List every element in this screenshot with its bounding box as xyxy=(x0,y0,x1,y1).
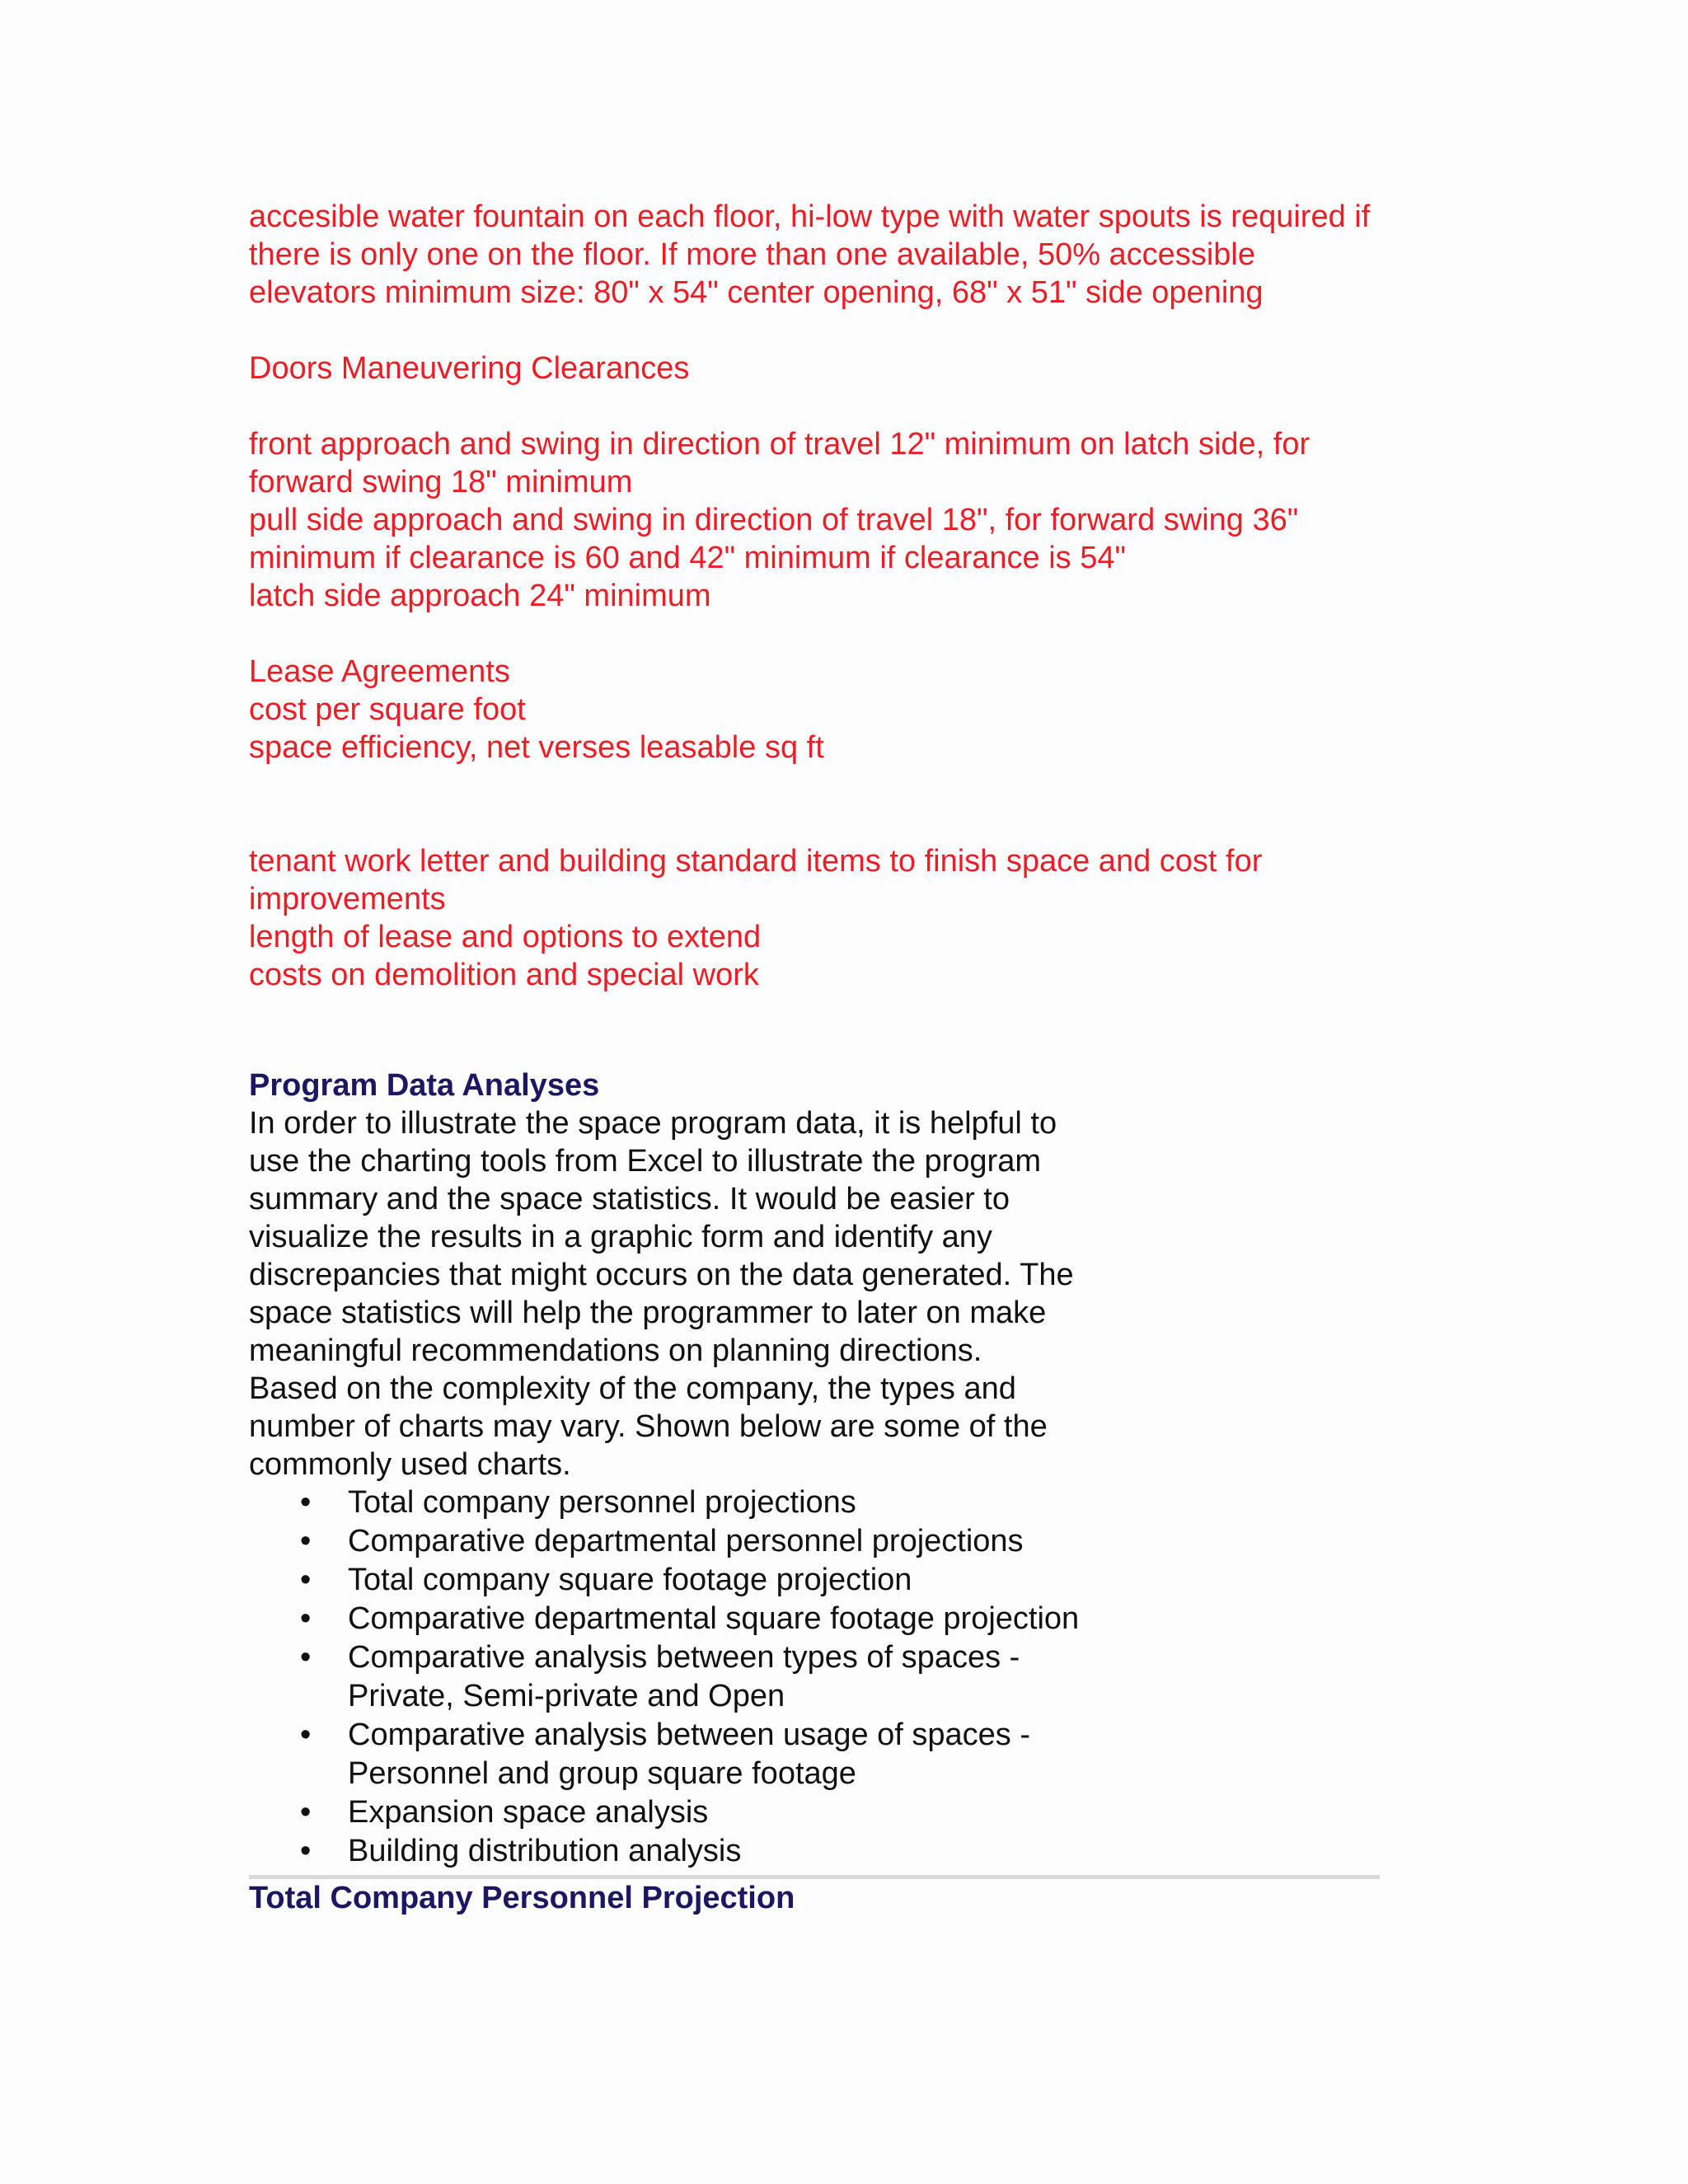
list-item xyxy=(249,1600,1172,1638)
chart-types-list xyxy=(249,1483,1469,1871)
list-item-text: Total company square footage projection xyxy=(348,1563,912,1597)
text-line: commonly used charts. xyxy=(249,1447,571,1482)
text-line: Based on the complexity of the company, the types and xyxy=(249,1371,1016,1406)
lease-notes xyxy=(249,653,1469,766)
bullet-icon: • xyxy=(300,1834,312,1868)
text-line: accesible water fountain on each floor, hi-low type with water spouts is required if xyxy=(249,199,1371,234)
text-line: space statistics will help the programmer to later on make xyxy=(249,1296,1047,1330)
list-item xyxy=(249,1832,1172,1871)
list-item xyxy=(249,1793,1172,1832)
bullet-icon: • xyxy=(300,1795,312,1830)
text-line: use the charting tools from Excel to illustrate the program xyxy=(249,1144,1042,1179)
text-line: pull side approach and swing in direction of travel 18", for forward swing 36" xyxy=(249,503,1299,537)
list-item xyxy=(249,1483,1172,1522)
text-line: discrepancies that might occurs on the data generated. The xyxy=(249,1258,1074,1292)
list-item-text: Expansion space analysis xyxy=(348,1795,709,1830)
text-line: there is only one on the floor. If more than one available, 50% accessible xyxy=(249,237,1255,272)
text-line: In order to illustrate the space program data, it is helpful to xyxy=(249,1106,1057,1141)
list-item-text: Comparative departmental personnel projections xyxy=(348,1524,1024,1558)
accessibility-notes xyxy=(249,198,1469,312)
list-item-text: Building distribution analysis xyxy=(348,1834,742,1868)
text-line: minimum if clearance is 60 and 42" minimum if clearance is 54" xyxy=(249,541,1126,575)
text-line: improvements xyxy=(249,882,446,916)
lease-notes-continued xyxy=(249,842,1469,994)
text-line: elevators minimum size: 80" x 54" center opening, 68" x 51" side opening xyxy=(249,275,1264,310)
text-line: summary and the space statistics. It would be easier to xyxy=(249,1182,1010,1216)
bullet-icon: • xyxy=(300,1640,312,1675)
text-line: latch side approach 24" minimum xyxy=(249,579,711,613)
text-line: tenant work letter and building standard items to finish space and cost for xyxy=(249,844,1263,879)
list-item-text: Comparative departmental square footage projection xyxy=(348,1601,1080,1636)
program-paragraph xyxy=(249,1104,1469,1483)
list-item xyxy=(249,1638,1073,1716)
text-line: costs on demolition and special work xyxy=(249,958,759,992)
doors-title: Doors Maneuvering Clearances xyxy=(249,351,690,386)
list-item xyxy=(249,1716,1090,1793)
text-line: cost per square foot xyxy=(249,692,526,727)
bullet-icon: • xyxy=(300,1718,312,1752)
list-item xyxy=(249,1561,1172,1600)
list-item xyxy=(249,1522,1172,1561)
text-line: meaningful recommendations on planning directions. xyxy=(249,1333,982,1368)
list-item-text: Total company personnel projections xyxy=(348,1485,856,1520)
section-heading-program-data-analyses: Program Data Analyses xyxy=(249,1068,600,1103)
doors-notes xyxy=(249,425,1469,615)
bullet-icon: • xyxy=(300,1524,312,1558)
bullet-icon: • xyxy=(300,1563,312,1597)
text-line: forward swing 18" minimum xyxy=(249,465,633,499)
bullet-icon: • xyxy=(300,1485,312,1520)
bullet-icon: • xyxy=(300,1601,312,1636)
text-line: space efficiency, net verses leasable sq ft xyxy=(249,730,824,765)
text-line: front approach and swing in direction of travel 12" minimum on latch side, for xyxy=(249,427,1311,462)
text-line: number of charts may vary. Shown below are some of the xyxy=(249,1409,1048,1444)
text-line: visualize the results in a graphic form and identify any xyxy=(249,1220,992,1254)
list-item-text: Comparative analysis between types of spaces - Private, Semi-private and Open xyxy=(348,1640,1020,1713)
lease-title: Lease Agreements xyxy=(249,654,510,689)
document-page xyxy=(249,198,1469,1917)
text-line: length of lease and options to extend xyxy=(249,920,762,954)
section-heading-total-company-personnel-projection: Total Company Personnel Projection xyxy=(249,1881,795,1915)
list-item-text: Comparative analysis between usage of spaces - Personnel and group square footage xyxy=(348,1718,1031,1791)
